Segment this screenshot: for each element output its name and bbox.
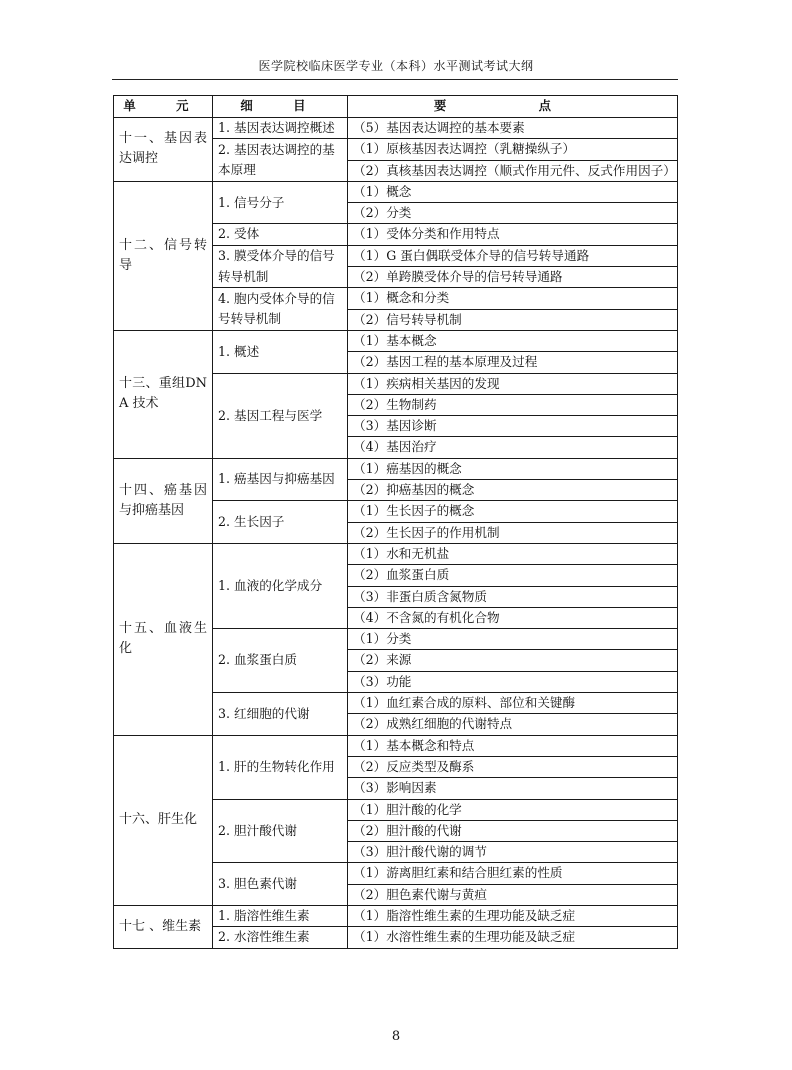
point-cell: （2）抑癌基因的概念 bbox=[348, 480, 678, 501]
point-cell: （1）疾病相关基因的发现 bbox=[348, 373, 678, 394]
point-cell: （2）胆汁酸的代谢 bbox=[348, 820, 678, 841]
point-cell: （1）胆汁酸的化学 bbox=[348, 799, 678, 820]
item-cell: 1. 血液的化学成分 bbox=[213, 543, 348, 628]
point-cell: （1）G 蛋白偶联受体介导的信号转导通路 bbox=[348, 245, 678, 266]
item-cell: 1. 信号分子 bbox=[213, 181, 348, 224]
unit-cell: 十一、基因表达调控 bbox=[114, 118, 213, 182]
point-cell: （1）概念 bbox=[348, 181, 678, 202]
point-cell: （2）分类 bbox=[348, 203, 678, 224]
point-cell: （3）功能 bbox=[348, 671, 678, 692]
unit-cell: 十三、重组DNA 技术 bbox=[114, 330, 213, 458]
point-cell: （2）来源 bbox=[348, 650, 678, 671]
table-row bbox=[114, 543, 678, 564]
unit-cell: 十七 、维生素 bbox=[114, 905, 213, 948]
point-cell: （1）基本概念和特点 bbox=[348, 735, 678, 756]
point-cell: （1）水和无机盐 bbox=[348, 543, 678, 564]
unit-cell: 十六、肝生化 bbox=[114, 735, 213, 905]
item-cell: 2. 血浆蛋白质 bbox=[213, 629, 348, 693]
syllabus-table bbox=[113, 95, 678, 949]
unit-cell: 十二、信号转导 bbox=[114, 181, 213, 330]
item-cell: 1. 脂溶性维生素 bbox=[213, 905, 348, 926]
point-cell: （5）基因表达调控的基本要素 bbox=[348, 118, 678, 139]
item-cell: 2. 生长因子 bbox=[213, 501, 348, 544]
point-cell: （1）脂溶性维生素的生理功能及缺乏症 bbox=[348, 905, 678, 926]
point-cell: （2）血浆蛋白质 bbox=[348, 565, 678, 586]
table-row bbox=[114, 735, 678, 756]
item-cell: 1. 肝的生物转化作用 bbox=[213, 735, 348, 799]
unit-cell: 十四、癌基因与抑癌基因 bbox=[114, 458, 213, 543]
item-cell: 3. 胆色素代谢 bbox=[213, 863, 348, 906]
column-header-item: 细 目 bbox=[213, 96, 348, 118]
item-cell: 3. 膜受体介导的信号转导机制 bbox=[213, 245, 348, 288]
point-cell: （1）游离胆红素和结合胆红素的性质 bbox=[348, 863, 678, 884]
unit-cell: 十五、血液生化 bbox=[114, 543, 213, 735]
table-row bbox=[114, 905, 678, 926]
point-cell: （3）影响因素 bbox=[348, 778, 678, 799]
point-cell: （2）单跨膜受体介导的信号转导通路 bbox=[348, 267, 678, 288]
point-cell: （3）非蛋白质含氮物质 bbox=[348, 586, 678, 607]
item-cell: 1. 癌基因与抑癌基因 bbox=[213, 458, 348, 501]
point-cell: （4）不含氮的有机化合物 bbox=[348, 607, 678, 628]
header-rule bbox=[112, 79, 678, 80]
point-cell: （2）生长因子的作用机制 bbox=[348, 522, 678, 543]
item-cell: 2. 水溶性维生素 bbox=[213, 927, 348, 948]
point-cell: （1）生长因子的概念 bbox=[348, 501, 678, 522]
table-row bbox=[114, 330, 678, 351]
item-cell: 2. 基因工程与医学 bbox=[213, 373, 348, 458]
table-header-row bbox=[114, 96, 678, 118]
page-number: 8 bbox=[391, 1029, 401, 1044]
item-cell: 1. 概述 bbox=[213, 330, 348, 373]
point-cell: （1）原核基因表达调控（乳糖操纵子） bbox=[348, 139, 678, 160]
point-cell: （3）基因诊断 bbox=[348, 416, 678, 437]
point-cell: （2）真核基因表达调控（顺式作用元件、反式作用因子） bbox=[348, 160, 678, 181]
point-cell: （1）概念和分类 bbox=[348, 288, 678, 309]
table-row bbox=[114, 181, 678, 202]
point-cell: （4）基因治疗 bbox=[348, 437, 678, 458]
item-cell: 2. 胆汁酸代谢 bbox=[213, 799, 348, 863]
point-cell: （1）癌基因的概念 bbox=[348, 458, 678, 479]
point-cell: （2）信号转导机制 bbox=[348, 309, 678, 330]
column-header-points: 要 点 bbox=[348, 96, 678, 118]
item-cell: 1. 基因表达调控概述 bbox=[213, 118, 348, 139]
point-cell: （2）成熟红细胞的代谢特点 bbox=[348, 714, 678, 735]
point-cell: （2）胆色素代谢与黄疸 bbox=[348, 884, 678, 905]
item-cell: 4. 胞内受体介导的信号转导机制 bbox=[213, 288, 348, 331]
item-cell: 2. 基因表达调控的基本原理 bbox=[213, 139, 348, 182]
item-cell: 3. 红细胞的代谢 bbox=[213, 693, 348, 736]
point-cell: （1）水溶性维生素的生理功能及缺乏症 bbox=[348, 927, 678, 948]
table-row bbox=[114, 458, 678, 479]
point-cell: （1）基本概念 bbox=[348, 330, 678, 351]
table-body bbox=[114, 118, 678, 949]
point-cell: （2）生物制药 bbox=[348, 394, 678, 415]
point-cell: （1）血红素合成的原料、部位和关键酶 bbox=[348, 693, 678, 714]
page-header-title: 医学院校临床医学专业（本科）水平测试考试大纲 bbox=[258, 59, 534, 73]
item-cell: 2. 受体 bbox=[213, 224, 348, 245]
point-cell: （3）胆汁酸代谢的调节 bbox=[348, 842, 678, 863]
table-row bbox=[114, 118, 678, 139]
point-cell: （2）基因工程的基本原理及过程 bbox=[348, 352, 678, 373]
point-cell: （1）受体分类和作用特点 bbox=[348, 224, 678, 245]
point-cell: （2）反应类型及酶系 bbox=[348, 756, 678, 777]
point-cell: （1）分类 bbox=[348, 629, 678, 650]
column-header-unit: 单 元 bbox=[114, 96, 213, 118]
